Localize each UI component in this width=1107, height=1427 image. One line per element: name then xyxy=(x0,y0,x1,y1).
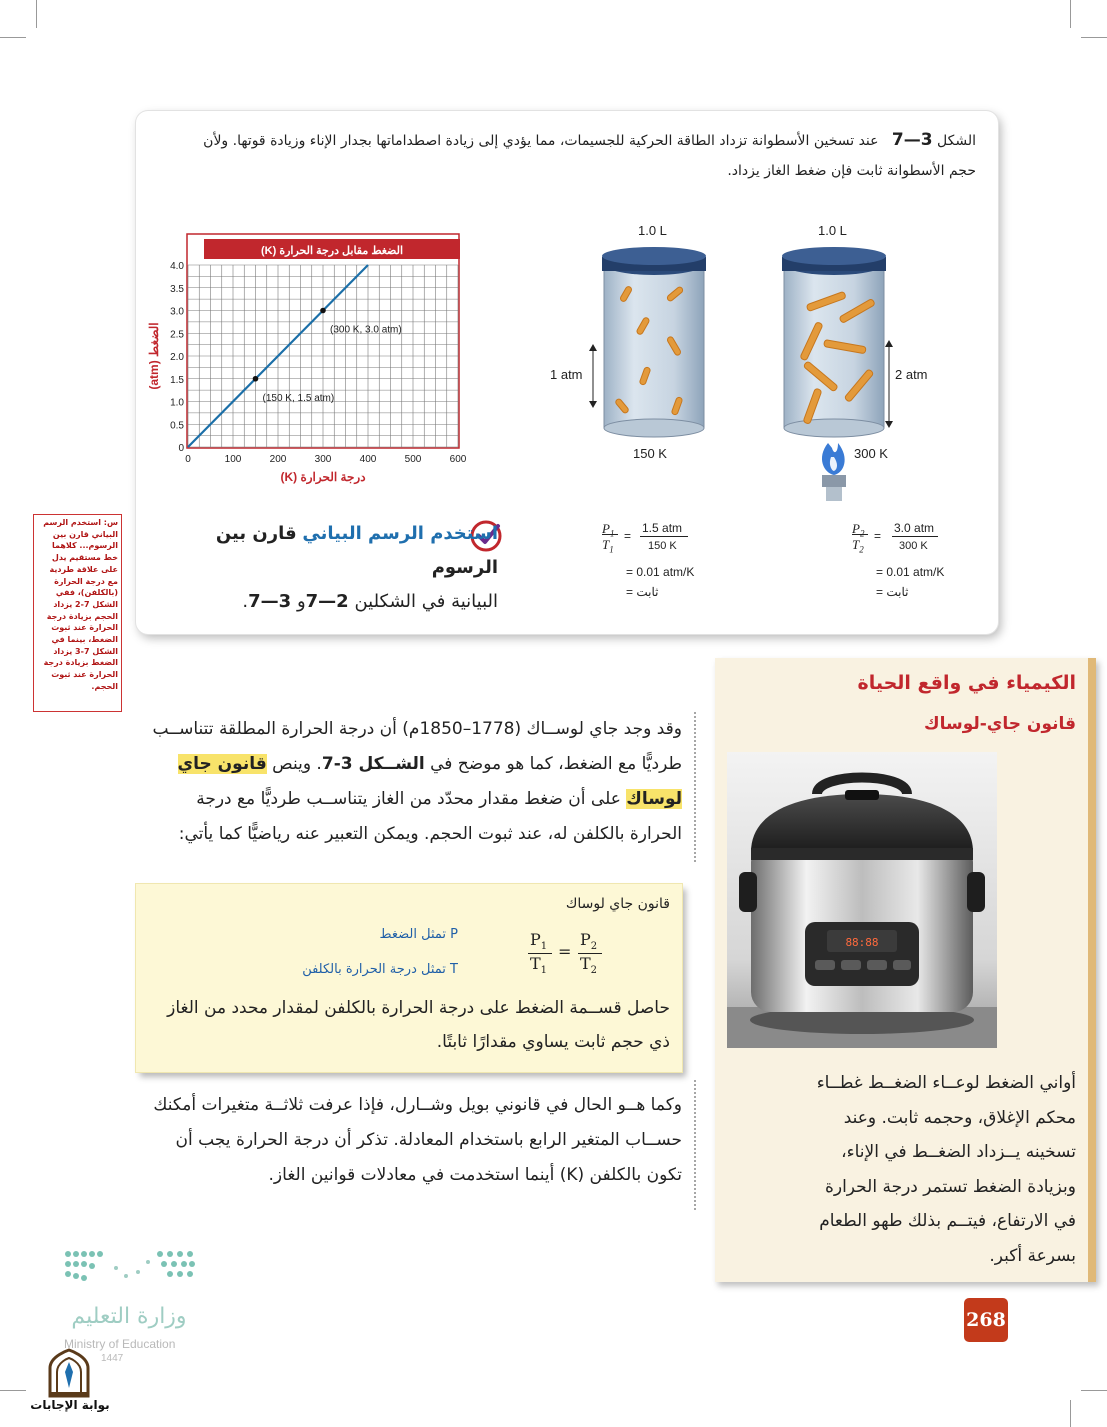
pressure-cooker-photo xyxy=(727,752,997,1048)
para1-text-b: . وينص xyxy=(272,754,322,774)
ministry-name-ar: وزارة التعليم xyxy=(71,1304,187,1329)
cylinder-volume-label: 1.0 L xyxy=(818,223,847,238)
pressure-label-cool: 1 atm xyxy=(550,367,583,382)
y-tick-label: 4.0 xyxy=(170,261,184,272)
chart-title: الضغط مقابل درجة الحرارة (K) xyxy=(260,245,404,257)
para1-text-c: على أن ضغط مقدار محدّد من الغاز يتناســب طرديًّا مع درجة الحرارة بالكلفن له، عند ثبوت الحجم. ويمكن التعبير عنه رياضيًّا كما يأتي: xyxy=(178,789,682,844)
data-point-label: (150 K, 1.5 atm) xyxy=(262,392,335,404)
crop-mark xyxy=(1070,1400,1071,1427)
y-tick-label: 2.0 xyxy=(170,352,184,363)
equation-pressure: 3.0 atm xyxy=(894,521,935,535)
data-point xyxy=(320,308,326,314)
dotted-rule xyxy=(694,1080,696,1210)
x-tick-label: 400 xyxy=(359,454,377,465)
equation-pressure: 1.5 atm xyxy=(642,521,683,535)
equation-temperature: 300 K xyxy=(899,540,928,552)
caption-prefix: الشكل xyxy=(937,133,976,149)
para1-text-a: وقد وجد جاي لوســاك (1778–1850م) أن درجة الحرارة المطلقة تتناســب طرديًّا مع الضغط، كما هو موضح في xyxy=(152,719,682,774)
temperature-label-hot: 300 K xyxy=(854,446,888,461)
y-tick-label: 1.0 xyxy=(170,397,184,409)
data-point xyxy=(253,376,259,382)
crop-mark xyxy=(1081,37,1107,38)
panel-stripe xyxy=(1088,658,1096,1282)
dotted-rule xyxy=(694,712,696,862)
law-box xyxy=(136,884,682,1072)
equation-cool: $P_1$ $T_1$ = 1.5 atm 150 K = 0.01 atm/K = ثابت xyxy=(602,521,695,599)
ministry-logo-icon xyxy=(60,1248,200,1290)
equation-result: = 0.01 atm/K xyxy=(876,565,945,579)
crop-mark xyxy=(1081,1390,1107,1391)
x-tick-label: 300 xyxy=(314,454,332,465)
pressure-arrow-cool xyxy=(588,343,598,409)
figure-card xyxy=(136,111,998,634)
y-tick-label: 2.5 xyxy=(170,329,184,341)
caption-line-1: عند تسخين الأسطوانة تزداد الطاقة الحركية للجسيمات، مما يؤدي إلى زيادة اصطداماتها بجدار الإناء وزيادة قوتها. ولأن xyxy=(203,133,879,149)
side-note-text: س: استخدم الرسم البياني قارن بين الرسوم... كلاهما خط مستقيم يدل على علاقة طردية مع درجة الحرارة (بالكلفن)، ففي الشكل 7-2 يزداد الحجم بزيادة درجة الحرارة عند ثبوت الضغط، بينما في الشكل 7-3 يزداد الضغط بزيادة درجة الحرارة عند ثبوت الحجم. xyxy=(43,518,118,691)
x-tick-label: 100 xyxy=(224,454,242,465)
law-box-title: قانون جاي لوساك xyxy=(565,896,670,912)
cooker-display: 88:88 xyxy=(845,936,879,949)
x-axis-label: درجة الحرارة (K) xyxy=(280,470,366,484)
crop-mark xyxy=(36,0,37,28)
checkpoint-fig-a: 2—7 xyxy=(305,591,349,612)
law-statement: حاصل قســمة الضغط على درجة الحرارة بالكلفن لمقدار محدد من الغاز ذي حجم ثابت يساوي مقدارًا ثابتًا. xyxy=(167,998,670,1052)
crop-mark xyxy=(1070,0,1071,28)
para1-figure-ref: الشــكل 3-7 xyxy=(321,754,425,774)
checkpoint-title: استخدم الرسم البياني xyxy=(302,523,498,544)
panel-subheading: قانون جاي-لوساك xyxy=(924,714,1076,734)
data-point-label: (300 K, 3.0 atm) xyxy=(330,324,402,336)
panel-description: أواني الضغط لوعــاء الضغــط غطــاء محكم الإغلاق، وحجمه ثابت. وعند تسخينه يــزداد الضغــط في الإناء، وبزيادة الضغط تستمر درجة الحرارة في الارتفاع، فيتــم بذلك طهو الطعام بسرعة أكبر. xyxy=(816,1073,1076,1266)
pressure-arrow-hot xyxy=(884,339,894,429)
y-tick-label: 0 xyxy=(178,443,184,454)
ministry-name-en: Ministry of Education xyxy=(64,1337,176,1351)
equation-hot: $P_2$ $T_2$ = 3.0 atm 300 K = 0.01 atm/K = ثابت xyxy=(852,521,945,599)
page-number: 268 xyxy=(964,1298,1008,1342)
checkpoint-block xyxy=(158,517,498,619)
checkpoint-text-1: قارن بين الرسوم xyxy=(215,523,498,578)
chemistry-in-life-panel xyxy=(715,658,1096,1282)
caption-number: 3—7 xyxy=(891,130,933,150)
checkpoint-end: . xyxy=(242,591,249,612)
checkpoint-conj: و xyxy=(296,591,306,612)
equation-constant: = ثابت xyxy=(876,585,909,599)
y-tick-label: 0.5 xyxy=(170,420,184,432)
y-tick-label: 1.5 xyxy=(170,374,184,386)
cylinder-hot xyxy=(776,243,896,503)
x-tick-label: 0 xyxy=(185,454,191,465)
x-tick-label: 500 xyxy=(404,454,422,465)
figure-caption xyxy=(146,125,976,186)
law-t-definition: T تمثل درجة الحرارة بالكلفن xyxy=(302,962,458,977)
x-tick-label: 200 xyxy=(269,454,287,465)
law-p-definition: P تمثل الضغط xyxy=(379,927,458,942)
pressure-temperature-chart xyxy=(136,231,476,501)
cylinder-volume-label: 1.0 L xyxy=(638,223,667,238)
crop-mark xyxy=(0,37,26,38)
equation-constant: = ثابت xyxy=(626,585,659,599)
y-tick-label: 3.5 xyxy=(170,283,184,295)
watermark-text: بوابة الإجابات xyxy=(30,1398,110,1412)
x-tick-label: 600 xyxy=(449,454,467,465)
crop-mark xyxy=(0,1390,26,1391)
equation-temperature: 150 K xyxy=(648,540,677,552)
checkpoint-text-2: البيانية في الشكلين xyxy=(354,591,498,612)
law-formula: $P_1$ $T_1$ = $P_2$ $T_2$ xyxy=(530,928,610,978)
y-tick-label: 3.0 xyxy=(170,306,184,318)
y-axis-label: الضغط (atm) xyxy=(147,322,161,390)
watermark-emblem-icon xyxy=(46,1348,92,1398)
temperature-label-cool: 150 K xyxy=(633,446,667,461)
checkpoint-fig-b: 3—7 xyxy=(248,591,292,612)
pressure-label-hot: 2 atm xyxy=(895,367,928,382)
panel-heading: الكيمياء في واقع الحياة xyxy=(857,672,1076,694)
body-paragraph-1 xyxy=(140,712,682,852)
ministry-year: 1447 xyxy=(101,1353,124,1364)
law-name-highlight: قانون جاي لوساك xyxy=(177,754,682,809)
body-paragraph-2 xyxy=(140,1088,682,1193)
caption-line-2: حجم الأسطوانة ثابت فإن ضغط الغاز يزداد. xyxy=(727,163,976,179)
side-note xyxy=(33,514,122,712)
equation-result: = 0.01 atm/K xyxy=(626,565,695,579)
para2-text: وكما هــو الحال في قانوني بويل وشــارل، فإذا عرفت ثلاثــة متغيرات أمكنك حســاب المتغير الرابع باستخدام المعادلة. تذكر أن درجة الحرارة يجب أن تكون بالكلفن (K) أينما استخدمت في معادلات قوانين الغاز. xyxy=(153,1095,682,1185)
cylinder-cool xyxy=(596,243,716,443)
